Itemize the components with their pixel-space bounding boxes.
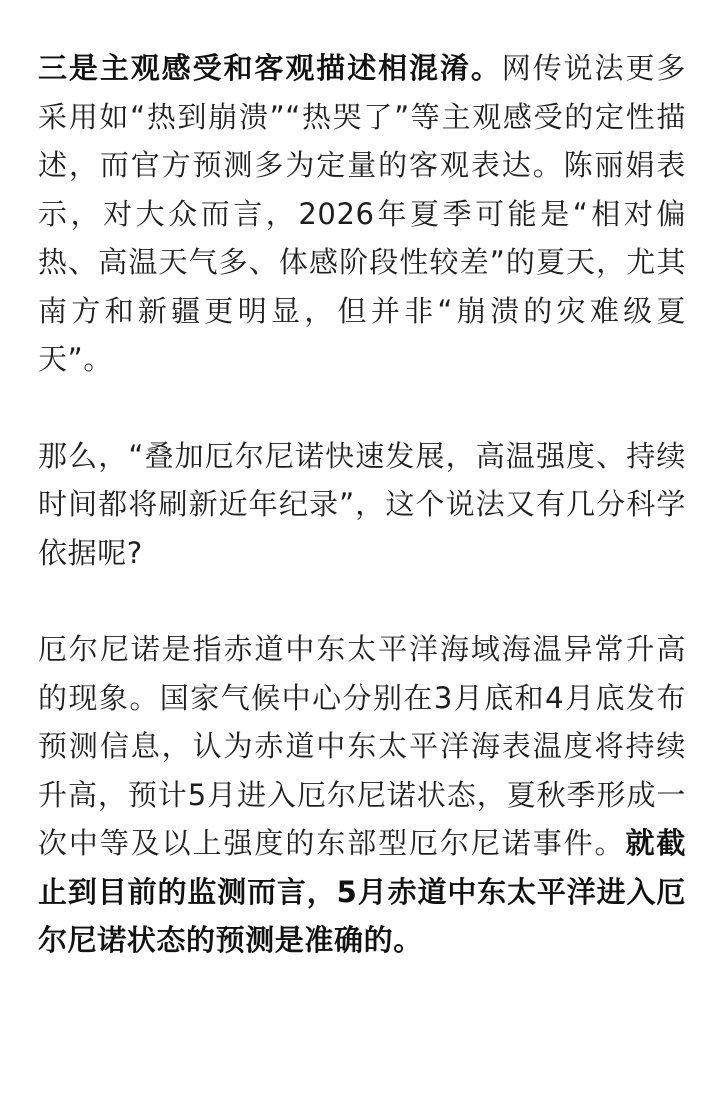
paragraph-text: 那么，“叠加厄尔尼诺快速发展，高温强度、持续时间都将刷新近年纪录”，这个说法又有几分科学依据呢?: [38, 438, 686, 570]
paragraph-question: [38, 432, 686, 578]
paragraph-bold-tail: 就截止到目前的监测而言，5月赤道中东太平洋进入厄尔尼诺状态的预测是准确的。: [38, 826, 687, 957]
article-body: [38, 44, 686, 965]
paragraph-subjective-vs-objective: [38, 44, 686, 384]
paragraph-text: 厄尔尼诺是指赤道中东太平洋海域海温异常升高的现象。国家气候中心分别在3月底和4月底发布预测信息，认为赤道中东太平洋海表温度将持续升高，预计5月进入厄尔尼诺状态，夏秋季形成一次中等及以上强度的东部型厄尔尼诺事件。: [38, 632, 686, 860]
paragraph-el-nino: [38, 625, 686, 965]
paragraph-text: 网传说法更多采用如“热到崩溃”“热哭了”等主观感受的定性描述，而官方预测多为定量的客观表达。陈丽娟表示，对大众而言，2026年夏季可能是“相对偏热、高温天气多、体感阶段性较差”的夏天，尤其南方和新疆更明显，但并非“崩溃的灾难级夏天”。: [38, 51, 686, 376]
paragraph-bold-lead: 三是主观感受和客观描述相混淆。: [38, 51, 502, 85]
